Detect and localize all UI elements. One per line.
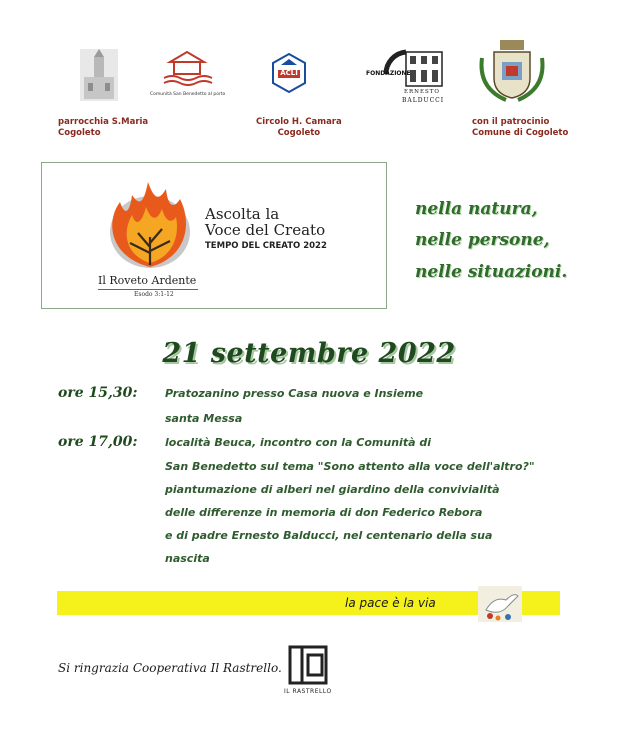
thanks-text: Si ringrazia Cooperativa Il Rastrello.	[58, 661, 282, 675]
church-icon	[80, 49, 118, 101]
schedule-time-2: ore 17,00:	[58, 434, 138, 450]
org-parrocchia-line2: Cogoleto	[58, 128, 101, 138]
comunita-caption: Comunità San Benedetto al porto	[150, 92, 226, 97]
schedule-2-line-4: delle differenze in memoria di don Federico Rebora	[165, 506, 483, 519]
event-subtitle: TEMPO DEL CREATO 2022	[205, 241, 327, 251]
org-circolo-line1: Circolo H. Camara	[256, 117, 342, 127]
fondazione-logo	[366, 44, 446, 106]
comunita-logo	[150, 48, 225, 100]
org-comune	[472, 117, 568, 139]
peace-band-text: la pace è la via	[345, 596, 436, 610]
acli-text: ACLI	[280, 69, 298, 77]
org-comune-line2: Comune di Cogoleto	[472, 128, 569, 138]
org-parrocchia	[58, 117, 148, 139]
event-title-line2: Voce del Creato	[205, 221, 326, 239]
rastrello-label: IL RASTRELLO	[284, 688, 332, 695]
event-title-line1: Ascolta la	[205, 205, 280, 223]
roveto-label: Il Roveto Ardente	[98, 274, 197, 287]
fondazione-name1: ERNESTO	[404, 89, 440, 95]
crest-icon	[476, 38, 548, 104]
acli-logo	[271, 53, 307, 93]
schedule-2-line-1: località Beuca, incontro con la Comunità di	[165, 436, 431, 449]
org-comune-line1: con il patrocinio	[472, 117, 550, 127]
church-logo	[80, 49, 118, 101]
house-waves-icon	[150, 48, 225, 88]
schedule-1-line-1: Pratozanino presso Casa nuova e Insieme	[165, 387, 424, 400]
schedule-time-1: ore 15,30:	[58, 385, 138, 401]
schedule-1-line-2: santa Messa	[165, 412, 243, 425]
cogoleto-crest	[476, 38, 548, 104]
schedule-2-line-2: San Benedetto sul tema "Sono attento alla voce dell'altro?"	[165, 460, 535, 473]
burning-bush-icon	[100, 177, 200, 272]
tagline-natura: nella natura,	[415, 199, 538, 219]
rastrello-logo-icon	[288, 645, 328, 685]
schedule-2-line-6: nascita	[165, 552, 210, 565]
event-box	[41, 162, 387, 309]
schedule-2-line-3: piantumazione di alberi nel giardino della convivialità	[165, 483, 500, 496]
tagline-persone: nelle persone,	[415, 230, 550, 250]
org-circolo	[256, 117, 342, 139]
schedule-2-line-5: e di padre Ernesto Balducci, nel centenario della sua	[165, 529, 493, 542]
event-date: 21 settembre 2022	[162, 338, 456, 369]
roveto-divider	[98, 289, 198, 290]
org-circolo-line2: Cogoleto	[277, 128, 321, 138]
tagline-situazioni: nelle situazioni.	[415, 262, 568, 282]
dove-flowers-icon	[478, 586, 522, 622]
esodo-label: Esodo 3:1-12	[134, 291, 174, 298]
fondazione-name2: BALDUCCI	[402, 97, 445, 104]
fondazione-title: FONDAZIONE	[366, 70, 411, 77]
org-parrocchia-line1: parrocchia S.Maria	[58, 117, 149, 127]
